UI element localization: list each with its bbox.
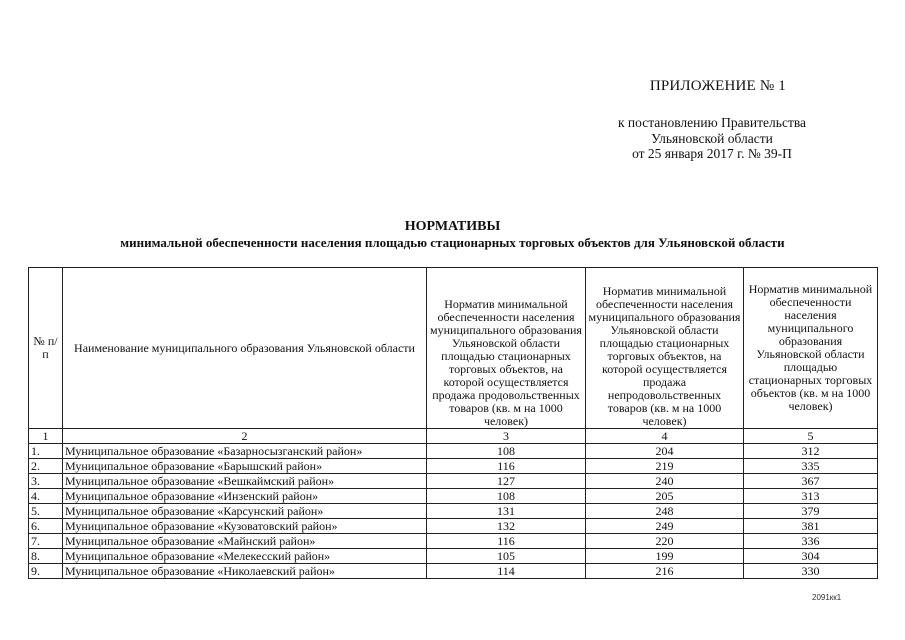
- total-norm-value: 367: [744, 474, 878, 489]
- nonfood-norm-value: 220: [586, 534, 744, 549]
- row-number: 1.: [29, 444, 63, 459]
- row-number: 9.: [29, 564, 63, 579]
- row-number: 4.: [29, 489, 63, 504]
- municipality-name: Муниципальное образование «Барышский район»: [63, 459, 427, 474]
- total-norm-value: 335: [744, 459, 878, 474]
- municipality-name: Муниципальное образование «Николаевский район»: [63, 564, 427, 579]
- table-row: [29, 489, 878, 504]
- nonfood-norm-value: 204: [586, 444, 744, 459]
- total-norm-value: 304: [744, 549, 878, 564]
- table-body: [29, 444, 878, 579]
- header-total-norm: Норматив минимальной обеспеченности населения муниципального образования Ульяновской области площадью стационарных торговых объектов (кв. м на 1000 человек): [744, 268, 878, 429]
- total-norm-value: 379: [744, 504, 878, 519]
- table-row: [29, 534, 878, 549]
- column-number: 4: [586, 429, 744, 444]
- food-norm-value: 131: [427, 504, 586, 519]
- header-nonfood-norm: Норматив минимальной обеспеченности населения муниципального образования Ульяновской области площадью стационарных торговых объектов, на которой осуществляется продажа непродовольственных товаров (кв. м на 1000 человек): [586, 268, 744, 429]
- municipality-name: Муниципальное образование «Майнский район»: [63, 534, 427, 549]
- food-norm-value: 116: [427, 534, 586, 549]
- total-norm-value: 381: [744, 519, 878, 534]
- municipality-name: Муниципальное образование «Карсунский район»: [63, 504, 427, 519]
- table-header: [29, 268, 878, 444]
- total-norm-value: 330: [744, 564, 878, 579]
- nonfood-norm-value: 205: [586, 489, 744, 504]
- total-norm-value: 312: [744, 444, 878, 459]
- nonfood-norm-value: 249: [586, 519, 744, 534]
- column-number: 2: [63, 429, 427, 444]
- municipality-name: Муниципальное образование «Вешкаймский район»: [63, 474, 427, 489]
- column-number: 1: [29, 429, 63, 444]
- row-number: 6.: [29, 519, 63, 534]
- nonfood-norm-value: 216: [586, 564, 744, 579]
- nonfood-norm-value: 240: [586, 474, 744, 489]
- food-norm-value: 108: [427, 489, 586, 504]
- header-number: № п/п: [29, 268, 63, 429]
- food-norm-value: 114: [427, 564, 586, 579]
- row-number: 8.: [29, 549, 63, 564]
- row-number: 5.: [29, 504, 63, 519]
- header-municipality: Наименование муниципального образования Ульяновской области: [63, 268, 427, 429]
- total-norm-value: 313: [744, 489, 878, 504]
- table-row: [29, 549, 878, 564]
- column-numbers-row: [29, 429, 878, 444]
- header-food-norm: Норматив минимальной обеспеченности населения муниципального образования Ульяновской области площадью стационарных торговых объектов, на которой осуществляется продажа продовольственных товаров (кв. м на 1000 человек): [427, 268, 586, 429]
- table-row: [29, 504, 878, 519]
- resolution-line-3: от 25 января 2017 г. № 39-П: [632, 146, 792, 161]
- food-norm-value: 116: [427, 459, 586, 474]
- food-norm-value: 132: [427, 519, 586, 534]
- table-header-row: [29, 268, 878, 429]
- document-stamp: 2091кк1: [812, 593, 842, 602]
- column-number: 3: [427, 429, 586, 444]
- nonfood-norm-value: 219: [586, 459, 744, 474]
- nonfood-norm-value: 199: [586, 549, 744, 564]
- resolution-line-2: Ульяновской области: [651, 130, 773, 146]
- food-norm-value: 127: [427, 474, 586, 489]
- table-row: [29, 459, 878, 474]
- municipality-name: Муниципальное образование «Мелекесский район»: [63, 549, 427, 564]
- column-number: 5: [744, 429, 878, 444]
- row-number: 2.: [29, 459, 63, 474]
- nonfood-norm-value: 248: [586, 504, 744, 519]
- document-title: НОРМАТИВЫ: [404, 219, 501, 234]
- resolution-reference: [590, 115, 834, 162]
- resolution-line-1: к постановлению Правительства: [617, 115, 807, 130]
- total-norm-value: 336: [744, 534, 878, 549]
- municipality-name: Муниципальное образование «Базарносызганский район»: [63, 444, 427, 459]
- food-norm-value: 105: [427, 549, 586, 564]
- municipality-name: Муниципальное образование «Кузоватовский район»: [63, 519, 427, 534]
- row-number: 3.: [29, 474, 63, 489]
- food-norm-value: 108: [427, 444, 586, 459]
- document-subtitle: минимальной обеспеченности населения площадью стационарных торговых объектов для Ульяновской области: [120, 235, 785, 250]
- municipality-name: Муниципальное образование «Инзенский район»: [63, 489, 427, 504]
- norms-table: [28, 267, 878, 579]
- appendix-title: ПРИЛОЖЕНИЕ № 1: [649, 78, 786, 94]
- table-row: [29, 444, 878, 459]
- row-number: 7.: [29, 534, 63, 549]
- table-row: [29, 474, 878, 489]
- table-row: [29, 519, 878, 534]
- table-row: [29, 564, 878, 579]
